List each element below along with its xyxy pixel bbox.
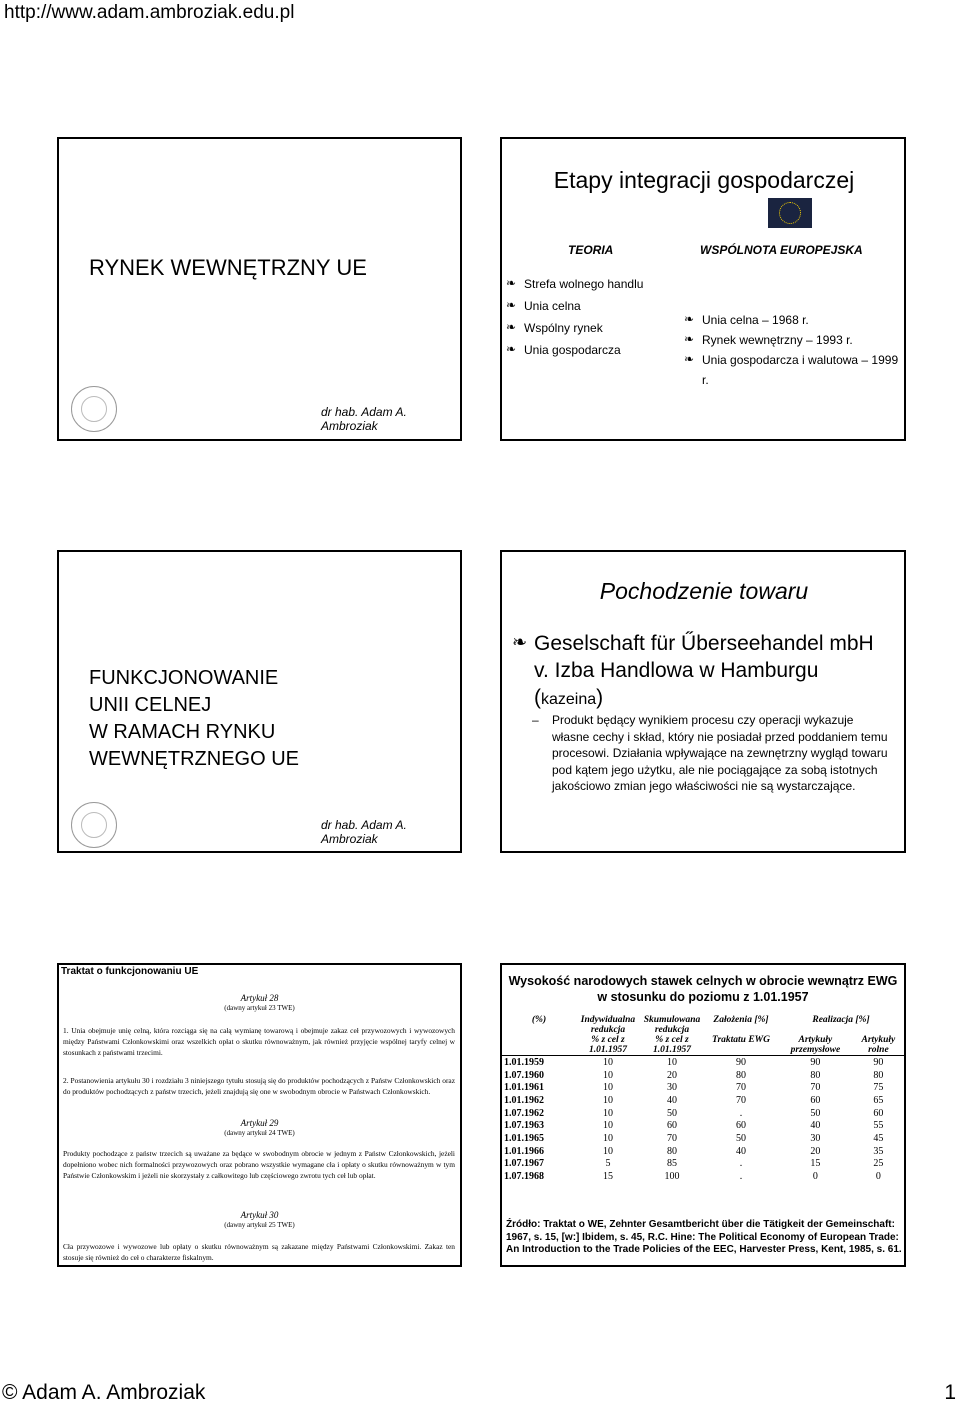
- table-cell: .: [739, 1107, 743, 1119]
- table-row: [502, 1158, 904, 1171]
- table-cell: 40: [667, 1094, 677, 1106]
- table-cell: 0: [875, 1171, 881, 1183]
- table-cell: 30: [667, 1082, 677, 1094]
- case-name: Geselschaft für Űberseehandel mbH v. Izba Handlowa w Hamburgu (kazeina): [534, 632, 874, 709]
- list-item: ❧ Rynek wewnętrzny – 1993 r.: [684, 330, 904, 350]
- slide-6: [500, 963, 906, 1267]
- list-item: ❧ Wspólny rynek: [506, 317, 643, 339]
- table-cell: 10: [603, 1120, 613, 1132]
- table-cell: 40: [810, 1120, 821, 1132]
- university-seal-logo: [71, 802, 117, 848]
- table-cell: 75: [873, 1082, 884, 1094]
- table-header: Założenia [%]: [713, 1015, 769, 1025]
- list-item: ❧ Unia gospodarcza: [506, 339, 643, 361]
- table-cell: 10: [603, 1132, 613, 1144]
- treaty-header: Traktat o funkcjonowaniu UE: [61, 966, 199, 977]
- table-cell: 100: [664, 1171, 680, 1183]
- article-30-paragraph: Cła przywozowe i wywozowe lub opłaty o skutku równoważnym są zakazane między Państwami Członkowskimi. Zakaz ten stosuje się również do ceł o charakterze fiskalnym.: [63, 1242, 455, 1262]
- table-cell: 20: [667, 1069, 677, 1081]
- table-cell: 80: [873, 1069, 884, 1081]
- article-28-paragraph-1: 1. Unia obejmuje unię celną, która rozciąga się na całą wymianę towarową i obejmuje zakaz ceł przywozowych i wywozowych między Państwami Członkowskimi oraz wszelkich opłat o skutku równoważnym, jak również przyjęcie wspólnej taryfy celnej w stosunkach z państwami trzecimi.: [63, 1026, 455, 1057]
- page-number: 1: [944, 1381, 956, 1404]
- definition-text: – Produkt będący wynikiem procesu czy operacji wykazuje własne cechy i skład, który nie posiadał przed poddaniem temu procesowi. Działania wpływające na zewnętrzny wygląd towaru pod kątem jego użytku, ale nie pociągające za sobą istotnych jakościowo zmian jego właściwości nie są wystarczające.: [552, 712, 892, 795]
- table-row: [502, 1132, 904, 1145]
- slide-4-title: Pochodzenie towaru: [599, 578, 809, 604]
- table-cell: 10: [603, 1107, 613, 1119]
- table-cell: 80: [667, 1145, 677, 1157]
- table-cell: 10: [603, 1082, 613, 1094]
- table-cell: 1.07.1960: [504, 1069, 544, 1081]
- table-row: [502, 1170, 904, 1183]
- table-cell: 55: [873, 1120, 884, 1132]
- table-cell: 5: [605, 1158, 611, 1170]
- table-row: [502, 1081, 904, 1094]
- slide-5: [57, 963, 462, 1267]
- table-row: [502, 1094, 904, 1107]
- table-cell: 25: [873, 1158, 884, 1170]
- title-line: WEWNĘTRZNEGO UE: [89, 748, 299, 770]
- table-header: Indywidualna redukcja: [580, 1015, 636, 1035]
- title-line: W RAMACH RYNKU: [89, 721, 276, 743]
- article-30-subtitle: (dawny artykuł 25 TWE): [224, 1221, 295, 1229]
- table-cell: 50: [667, 1107, 677, 1119]
- table-cell: 20: [810, 1145, 821, 1157]
- table-cell: 60: [736, 1120, 746, 1132]
- table-cell: 10: [640, 1056, 704, 1069]
- table-cell: 80: [736, 1069, 746, 1081]
- slide-2-title: Etapy integracji gospodarczej: [553, 167, 855, 193]
- eu-heading: WSPÓLNOTA EUROPEJSKA: [700, 243, 863, 257]
- article-28-paragraph-2: 2. Postanowienia artykułu 30 i rozdziału 3 niniejszego tytułu stosują się do produktów pochodzących z Państw Członkowskich oraz do produktów pochodzących z państw trzecich, jeżeli znajdują się one w swobodnym obrocie w Państwach Członkowskich.: [63, 1076, 455, 1096]
- table-cell: 35: [873, 1145, 884, 1157]
- table-row: [502, 1119, 904, 1132]
- table-cell: .: [739, 1158, 743, 1170]
- table-cell: 90: [778, 1056, 853, 1069]
- eu-list: [684, 310, 904, 390]
- table-row: [502, 1056, 904, 1069]
- table-source: Źródło: Traktat o WE, Zehnter Gesamtbericht über die Tätigkeit der Gemeinschaft: 1967, s. 15, [w:] Ibidem, s. 45, R.C. Hine: The Political Economy of European Trade: An Introduction to the Trade Policies of the EEC, Harvester Press, Kent, 1985, s. 61.: [506, 1219, 902, 1255]
- table-cell: .: [739, 1171, 743, 1183]
- table-cell: 90: [704, 1056, 778, 1069]
- table-cell: 40: [736, 1145, 746, 1157]
- article-28-subtitle: (dawny artykuł 23 TWE): [224, 1004, 295, 1012]
- title-line: FUNKCJONOWANIE: [89, 667, 279, 689]
- table-cell: 45: [873, 1132, 884, 1144]
- table-subheader: % z cel z 1.01.1957: [653, 1035, 691, 1055]
- table-cell: 60: [667, 1120, 677, 1132]
- table-cell: 1.01.1966: [504, 1145, 544, 1157]
- table-cell: 85: [667, 1158, 677, 1170]
- table-cell: 50: [736, 1132, 746, 1144]
- eu-flag-icon: [768, 198, 812, 228]
- slide-2: [500, 137, 906, 441]
- slide-1: [57, 137, 462, 441]
- article-28-title: Artykuł 28: [240, 993, 279, 1003]
- table-cell: 70: [810, 1082, 821, 1094]
- table-cell: 15: [603, 1171, 613, 1183]
- theory-list: [502, 273, 643, 361]
- tariff-table: [502, 1015, 904, 1183]
- table-cell: 70: [736, 1082, 746, 1094]
- table-header: (%): [531, 1015, 547, 1025]
- table-cell: 1.07.1968: [504, 1171, 544, 1183]
- university-seal-logo: [71, 386, 117, 432]
- table-row: [502, 1107, 904, 1120]
- table-cell: 1.01.1959: [502, 1056, 576, 1069]
- table-cell: 70: [736, 1094, 746, 1106]
- table-cell: 1.07.1962: [504, 1107, 544, 1119]
- article-29-title: Artykuł 29: [240, 1118, 279, 1128]
- table-row: [502, 1069, 904, 1082]
- article-29-paragraph: Produkty pochodzące z państw trzecich są uważane za będące w swobodnym obrocie w jednym z Państw Członkowskich, jeżeli dopełniono wobec nich formalności przywozowych oraz pobrano wszystkie wymagane cła i opłaty o skutku równoważnym w tym Państwie Członkowskim i jeżeli nie skorzystały z całkowitego lub częściowego zwrotu tych ceł lub opłat.: [63, 1149, 455, 1180]
- table-cell: 60: [873, 1107, 884, 1119]
- table-cell: 1.07.1967: [504, 1158, 544, 1170]
- table-cell: 10: [603, 1069, 613, 1081]
- author-signature: dr hab. Adam A. Ambroziak: [321, 405, 407, 433]
- table-cell: 1.01.1965: [504, 1132, 544, 1144]
- table-subheader: Artykuły przemysłowe: [790, 1035, 841, 1055]
- author-signature: dr hab. Adam A. Ambroziak: [321, 818, 407, 846]
- article-29-subtitle: (dawny artykuł 24 TWE): [224, 1129, 295, 1137]
- table-cell: 70: [667, 1132, 677, 1144]
- bullet-icon: ❧: [512, 632, 528, 652]
- table-subheader: Artykuły rolne: [861, 1035, 896, 1055]
- page-url: http://www.adam.ambroziak.edu.pl: [4, 2, 295, 23]
- slide-4: [500, 550, 906, 853]
- table-header: Realizacja [%]: [812, 1015, 870, 1025]
- table-title: Wysokość narodowych stawek celnych w obrocie wewnątrz EWG w stosunku do poziomu z 1.01.1957: [508, 974, 898, 1004]
- table-cell: 1.01.1962: [504, 1094, 544, 1106]
- slide-1-title: RYNEK WEWNĘTRZNY UE: [89, 255, 367, 280]
- list-item: ❧ Unia celna: [506, 295, 643, 317]
- table-row: [502, 1145, 904, 1158]
- table-cell: 10: [603, 1094, 613, 1106]
- table-header: Skumulowana redukcja: [643, 1015, 701, 1035]
- slide-3: [57, 550, 462, 853]
- table-subheader: % z cel z 1.01.1957: [589, 1035, 627, 1055]
- table-cell: 30: [810, 1132, 821, 1144]
- table-cell: 65: [873, 1094, 884, 1106]
- table-cell: 0: [812, 1171, 818, 1183]
- list-item: ❧ Strefa wolnego handlu: [506, 273, 643, 295]
- copyright: © Adam A. Ambroziak: [2, 1381, 206, 1404]
- slide-3-title: [89, 665, 299, 773]
- table-cell: 80: [810, 1069, 821, 1081]
- table-cell: 1.07.1963: [504, 1120, 544, 1132]
- theory-heading: TEORIA: [568, 243, 614, 257]
- table-cell: 1.01.1961: [504, 1082, 544, 1094]
- table-cell: 15: [810, 1158, 821, 1170]
- list-item: ❧ Unia celna – 1968 r.: [684, 310, 904, 330]
- table-cell: 10: [603, 1145, 613, 1157]
- table-cell: 90: [853, 1056, 904, 1069]
- title-line: UNII CELNEJ: [89, 694, 212, 716]
- table-subheader: Traktatu EWG: [712, 1035, 770, 1045]
- table-cell: 60: [810, 1094, 821, 1106]
- table-cell: 10: [576, 1056, 640, 1069]
- list-item: ❧ Unia gospodarcza i walutowa – 1999 r.: [684, 350, 904, 390]
- table-cell: 50: [810, 1107, 821, 1119]
- article-30-title: Artykuł 30: [240, 1210, 279, 1220]
